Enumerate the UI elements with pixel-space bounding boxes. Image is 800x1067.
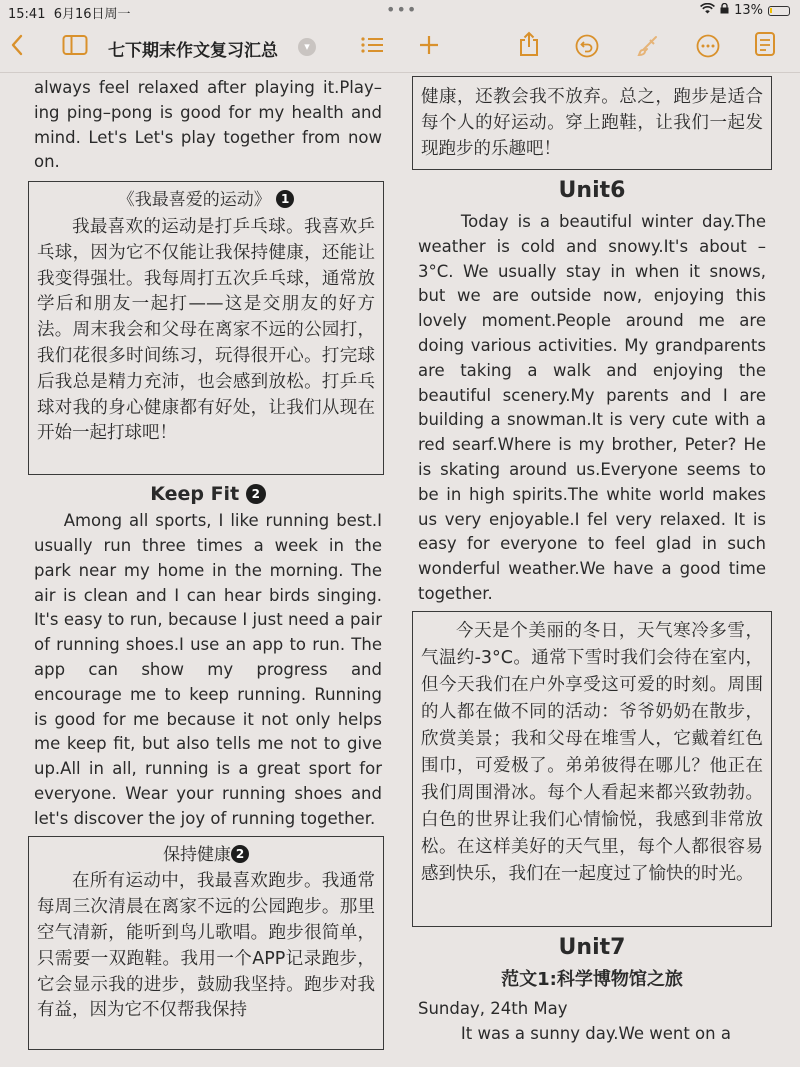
share-button[interactable] [518, 31, 540, 62]
chinese-translation-box-2 [28, 836, 384, 1050]
unit7-first-line: It was a sunny day.We went on a [460, 1023, 731, 1043]
number-badge: 1 [276, 190, 294, 208]
chevron-down-icon: ▾ [304, 40, 310, 53]
chevron-left-icon [10, 34, 24, 56]
markup-button[interactable] [636, 34, 660, 63]
box1-title: 《我最喜爱的运动》 1 [37, 188, 375, 213]
undo-icon [575, 34, 599, 58]
box-top-body: 健康，还教会我不放弃。总之，跑步是适合每个人的好运动。穿上跑鞋，让我们一起发现跑步的乐趣吧！ [421, 87, 763, 159]
battery-percent: 13% [734, 3, 763, 18]
status-time: 15:41 6月16日周一 [8, 7, 131, 22]
number-badge: 2 [231, 845, 249, 863]
box2-title: 保持健康 2 [37, 843, 375, 868]
undo-button[interactable] [575, 34, 599, 63]
new-note-button[interactable] [754, 31, 776, 62]
box1-body: 我最喜欢的运动是打乒乓球。我喜欢乒乓球，因为它不仅能让我保持健康，还能让我变得强壮。我每周打五次乒乓球，通常放学后和朋友一起打——这是交朋友的好方法。周末我会和父母在离家不远的公园打，我们花很多时间练习，玩得很开心。打完球后我总是精力充沛，也会感到放松。打乒乓球对我的身心健康都有好处，让我们从现在开始一起打球吧！ [37, 216, 375, 444]
battery-icon [768, 6, 790, 16]
battery-level [770, 8, 772, 13]
chinese-translation-box-top [412, 76, 772, 170]
sidebar-icon [62, 34, 88, 56]
sidebar-button[interactable] [62, 34, 88, 61]
multitasking-dots-icon[interactable]: ••• [386, 0, 418, 19]
document-icon [754, 31, 776, 57]
unit7-heading: Unit7 [558, 934, 626, 960]
unit6-heading: Unit6 [558, 178, 626, 203]
unit7-subheading: 范文1:科学博物馆之旅 [501, 968, 683, 990]
number-badge: 2 [246, 484, 266, 504]
toolbar [0, 22, 800, 73]
status-bar [0, 0, 800, 22]
more-button[interactable] [696, 34, 720, 63]
plus-icon [418, 34, 440, 56]
chinese-translation-box-unit6 [412, 611, 772, 927]
unit6-cn-body: 今天是个美丽的冬日，天气寒冷多雪，气温约-3°C。通常下雪时我们会待在室内，但今天我们在户外享受这可爱的时刻。周围的人都在做不同的活动：爷爷奶奶在散步，欣赏美景；我和父母在堆雪人，它戴着红色围巾，可爱极了。弟弟彼得在哪儿？他正在我们周围滑冰。每个人看起来都兴致勃勃。白色的世界让我们心情愉悦，我感到非常放松。在这样美好的天气里，每个人都很容易感到快乐，我们在一起度过了愉快的时光。 [421, 620, 763, 884]
list-icon [360, 34, 384, 56]
note-title[interactable]: 七下期末作文复习汇总 [108, 41, 278, 61]
back-button[interactable] [10, 34, 24, 61]
keepfit-heading: Keep Fit 2 [34, 481, 382, 507]
right-column [418, 76, 766, 1046]
ellipsis-icon [696, 34, 720, 58]
list-button[interactable] [360, 34, 384, 61]
share-icon [518, 31, 540, 57]
intro-paragraph: always feel relaxed after playing it.Play–ing ping–pong is good for my health and mind. Let's Let's play together from now on. [34, 78, 382, 172]
keepfit-body: Among all sports, I like running best.I usually run three times a week in the park near my home in the morning. The air is clean and I can hear birds singing. It's easy to run, because I just need a pair of running shoes.I use an app to run. The app can show my progress and encourage me to keep running. Running is good for me because it not only helps me keep fit, but also tells me not to give up.All in all, running is a great sport for everyone. Wear your running shoes and let's discover the joy of running together. [34, 511, 382, 828]
status-indicators [700, 3, 790, 18]
chinese-translation-box-1 [28, 181, 384, 475]
unit7-date: Sunday, 24th May [418, 998, 568, 1018]
lock-icon [720, 3, 729, 18]
wifi-icon [700, 3, 715, 18]
brush-icon [636, 34, 660, 58]
title-menu-button[interactable] [298, 38, 316, 56]
left-column [34, 76, 382, 1050]
box2-body: 在所有运动中，我最喜欢跑步。我通常每周三次清晨在离家不远的公园跑步。那里空气清新，能听到鸟儿歌唱。跑步很简单，只需要一双跑鞋。我用一个APP记录跑步，它会显示我的进步，鼓励我坚持。跑步对我有益，因为它不仅帮我保持 [37, 871, 375, 1021]
unit6-body: Today is a beautiful winter day.The weather is cold and snowy.It's about –3°C. We usually stay in when it snows, but we are outside now, enjoying this lovely moment.People around me are doing various activities. My grandparents are taking a walk and enjoying the beautiful scenery.My parents and I are building a snowman.It is very cute with a red searf.Where is my brother, Peter? He is skating around us.Everyone seems to be in high spirits.The white world makes us very enjoyable.I fel very relaxed. It is easy for everyone to feel glad in such wonderful weather.We have a good time together. [418, 212, 766, 603]
add-button[interactable] [418, 34, 440, 61]
